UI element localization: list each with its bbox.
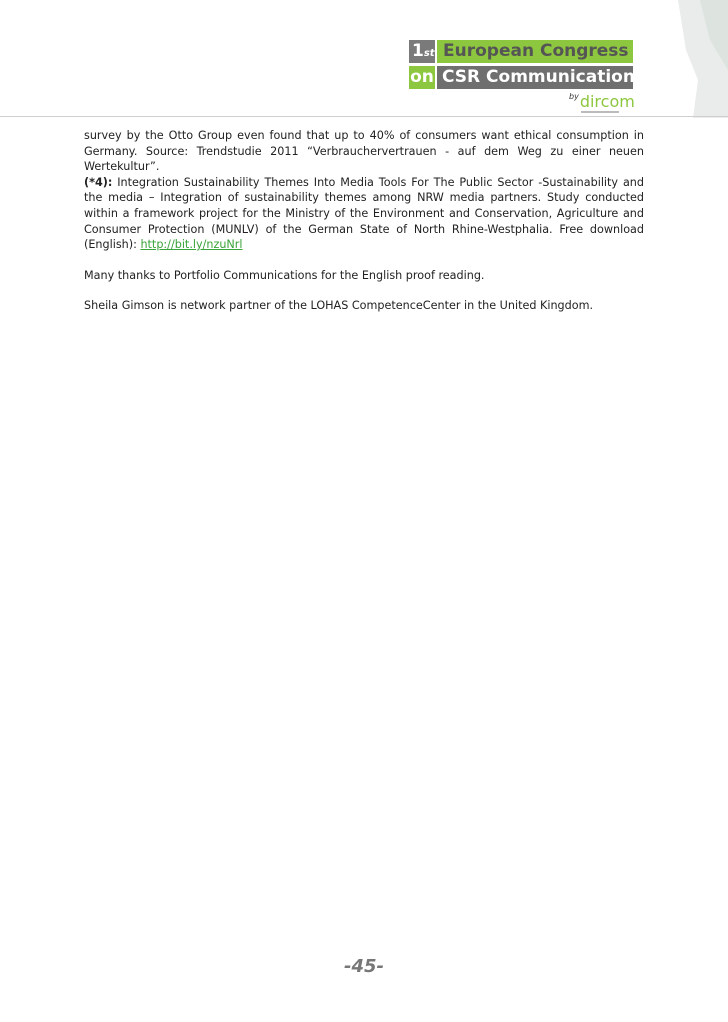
logo-brand: dircom xyxy=(579,92,635,111)
logo-by: by xyxy=(569,92,579,101)
header-divider xyxy=(0,116,728,117)
page-header xyxy=(0,0,728,118)
page-number: -45- xyxy=(344,956,384,977)
logo-title-line-2: CSR Communication xyxy=(437,66,633,89)
logo-byline xyxy=(569,92,635,111)
paragraph-survey: survey by the Otto Group even found that up to 40% of consumers want ethical consumption in Germany. Source: Trendstudie 2011 “Verbrauchervertrauen - auf dem Weg zu einer neuen Wertekultur”. xyxy=(84,129,644,174)
footnote-4-label: (*4): xyxy=(84,175,113,189)
page-body xyxy=(84,128,644,314)
footnote-4 xyxy=(84,175,644,253)
paragraph-thanks: Many thanks to Portfolio Communications for the English proof reading. xyxy=(84,268,485,282)
download-link[interactable]: http://bit.ly/nzuNrl xyxy=(140,238,243,252)
logo-row-2 xyxy=(409,66,633,89)
footnote-4-text: Integration Sustainability Themes Into Media Tools For The Public Sector -Sustainability and the media – Integration of sustainability themes among NRW media partners. Study conducted within a framework project for the Ministry of the Environment and Conservation, Agriculture and Consumer Protection (MUNLV) of the German State of North Rhine-Westphalia. Free download (English): xyxy=(84,175,644,252)
logo-title-line-1: European Congress xyxy=(437,40,633,63)
logo-on: on xyxy=(410,67,434,87)
logo-tagline-mark xyxy=(581,111,619,113)
paragraph-partner: Sheila Gimson is network partner of the LOHAS CompetenceCenter in the United Kingdom. xyxy=(84,299,594,313)
logo-row-1 xyxy=(409,40,633,63)
header-decoration xyxy=(638,0,728,118)
logo-ordinal: 1st xyxy=(409,40,435,63)
congress-logo xyxy=(409,40,635,118)
